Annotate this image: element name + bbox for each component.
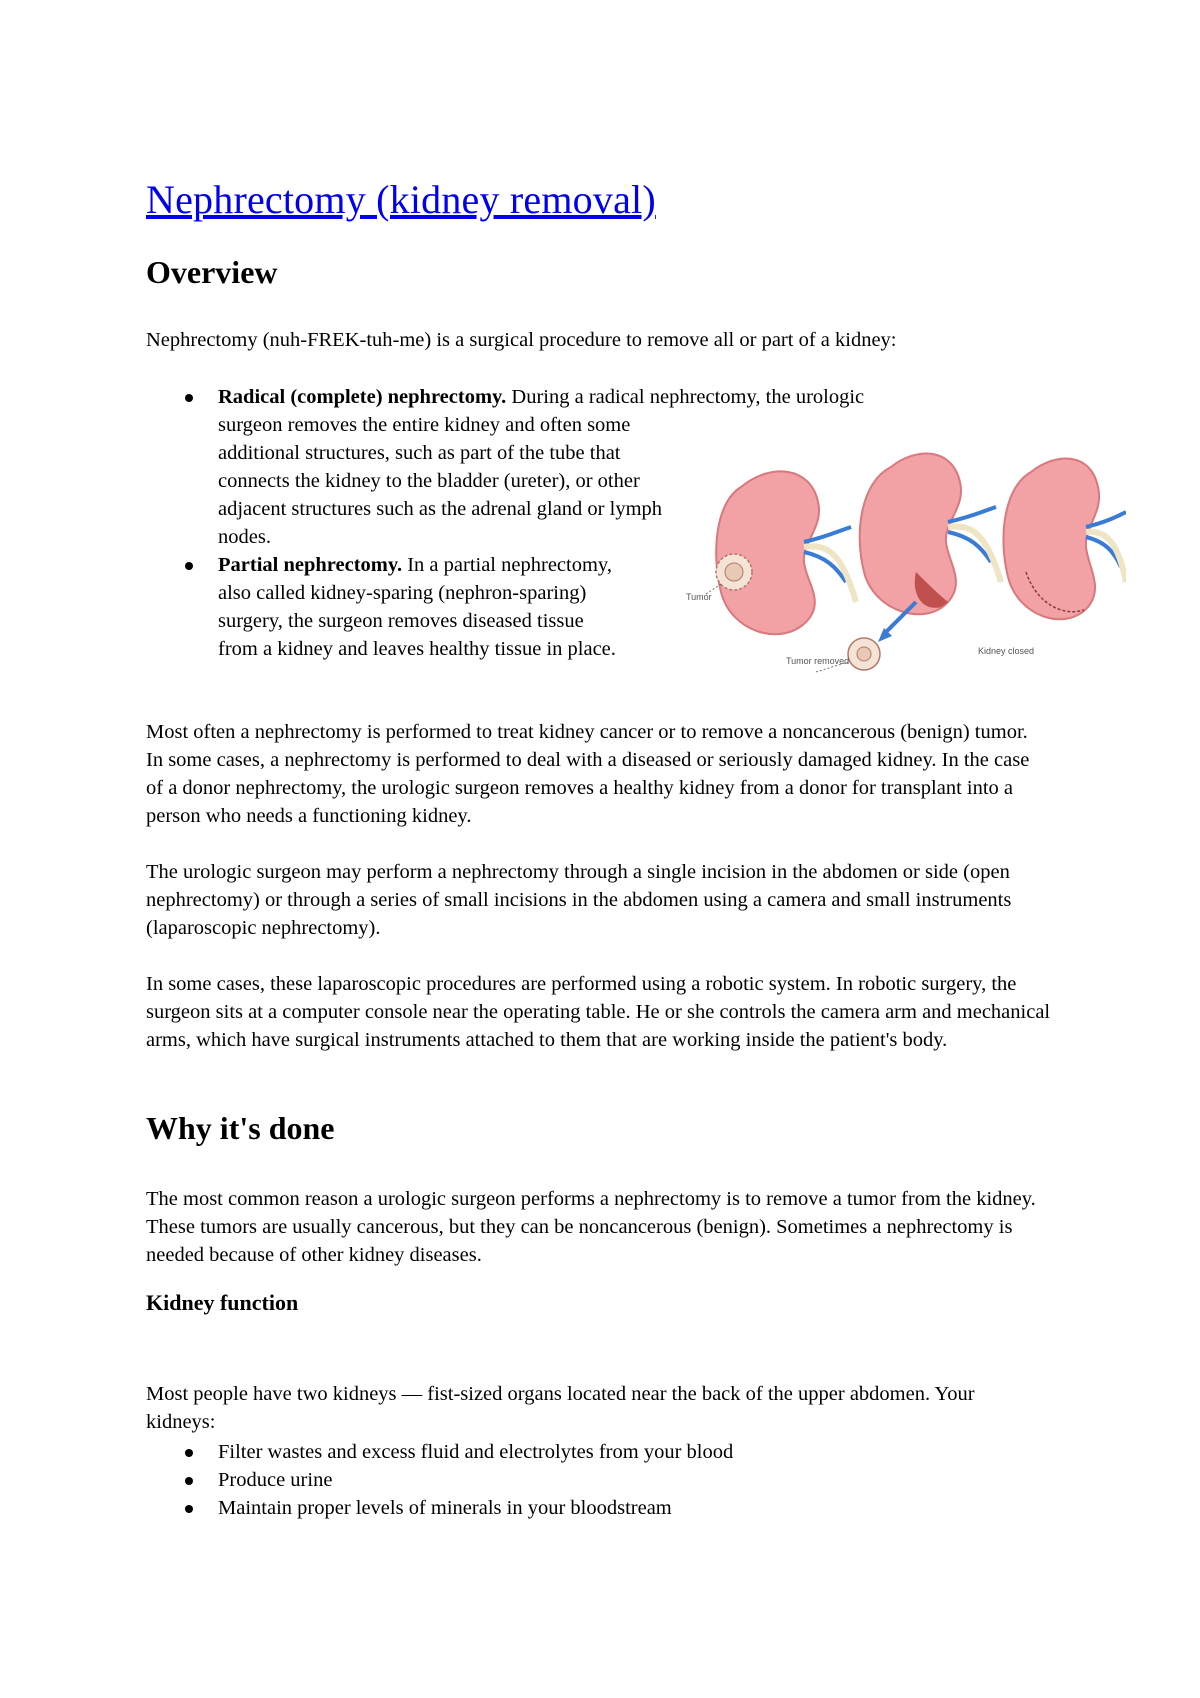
label-tumor-removed: Tumor removed	[786, 656, 850, 666]
paragraph-why: The most common reason a urologic surgeon performs a nephrectomy is to remove a tumor from the kidney. These tumors are usually cancerous, but they can be noncancerous (benign). Sometimes a nephrectomy is needed because of other kidney diseases.	[146, 1188, 1036, 1266]
overview-heading: Overview	[146, 254, 278, 290]
paragraph-open-laparoscopic: The urologic surgeon may perform a nephrectomy through a single incision in the abdomen or side (open nephrectomy) or through a series of small incisions in the abdomen using a camera and small instruments (laparoscopic nephrectomy).	[146, 861, 1012, 939]
bullet-icon	[185, 394, 193, 402]
list-item-text: surgeon removes the entire kidney and often some additional structures, such as part of the tube that connects the kidney to the bladder (ureter), or other adjacent structures such as the adrenal gland or lymph nodes.	[218, 414, 663, 548]
list-item-lead: During a radical nephrectomy, the urologic	[506, 386, 865, 408]
list-item: Maintain proper levels of minerals in your bloodstream	[146, 1494, 986, 1522]
label-kidney-closed: Kidney closed	[978, 646, 1035, 656]
list-item-term: Partial nephrectomy.	[218, 554, 403, 576]
bullet-icon	[185, 1505, 193, 1513]
list-item: Produce urine	[146, 1466, 986, 1494]
kidney-function-heading: Kidney function	[146, 1290, 299, 1315]
list-item: Filter wastes and excess fluid and electrolytes from your blood	[146, 1438, 986, 1466]
paragraph-reasons: Most often a nephrectomy is performed to treat kidney cancer or to remove a noncancerous (benign) tumor. In some cases, a nephrectomy is performed to deal with a diseased or seriously damaged kidney. In the case of a donor nephrectomy, the urologic surgeon removes a healthy kidney from a donor for transplant into a person who needs a functioning kidney.	[146, 721, 1030, 827]
kidney-functions-list	[146, 1438, 986, 1522]
kidney-with-tumor	[686, 471, 856, 634]
bullet-icon	[185, 1449, 193, 1457]
label-tumor: Tumor	[686, 592, 712, 602]
paragraph-kidney-function: Most people have two kidneys — fist-sized organs located near the back of the upper abdomen. Your kidneys:	[146, 1383, 975, 1433]
kidney-closed	[978, 458, 1126, 656]
list-item-text: nephrectomy, also called kidney-sparing (nephron-sparing) surgery, the surgeon removes diseased tissue from a kidney and leaves healthy tissue in place.	[218, 554, 616, 660]
why-heading: Why it's done	[146, 1110, 335, 1146]
bullet-icon	[185, 562, 193, 570]
list-item-term: Radical (complete) nephrectomy.	[218, 386, 507, 408]
paragraph-robotic: In some cases, these laparoscopic procedures are performed using a robotic system. In robotic surgery, the surgeon sits at a computer console near the operating table. He or she controls the camera arm and mechanical arms, which have surgical instruments attached to them that are working inside the patient's body.	[146, 973, 1051, 1051]
list-item-lead: In a partial	[402, 554, 497, 576]
page-title-link[interactable]: Nephrectomy (kidney removal)	[146, 177, 656, 222]
kidney-tumor-removed	[786, 453, 1001, 672]
bullet-icon	[185, 1477, 193, 1485]
intro-paragraph: Nephrectomy (nuh-FREK-tuh-me) is a surgical procedure to remove all or part of a kidney:	[146, 329, 897, 351]
kidney-illustration	[686, 432, 1126, 702]
